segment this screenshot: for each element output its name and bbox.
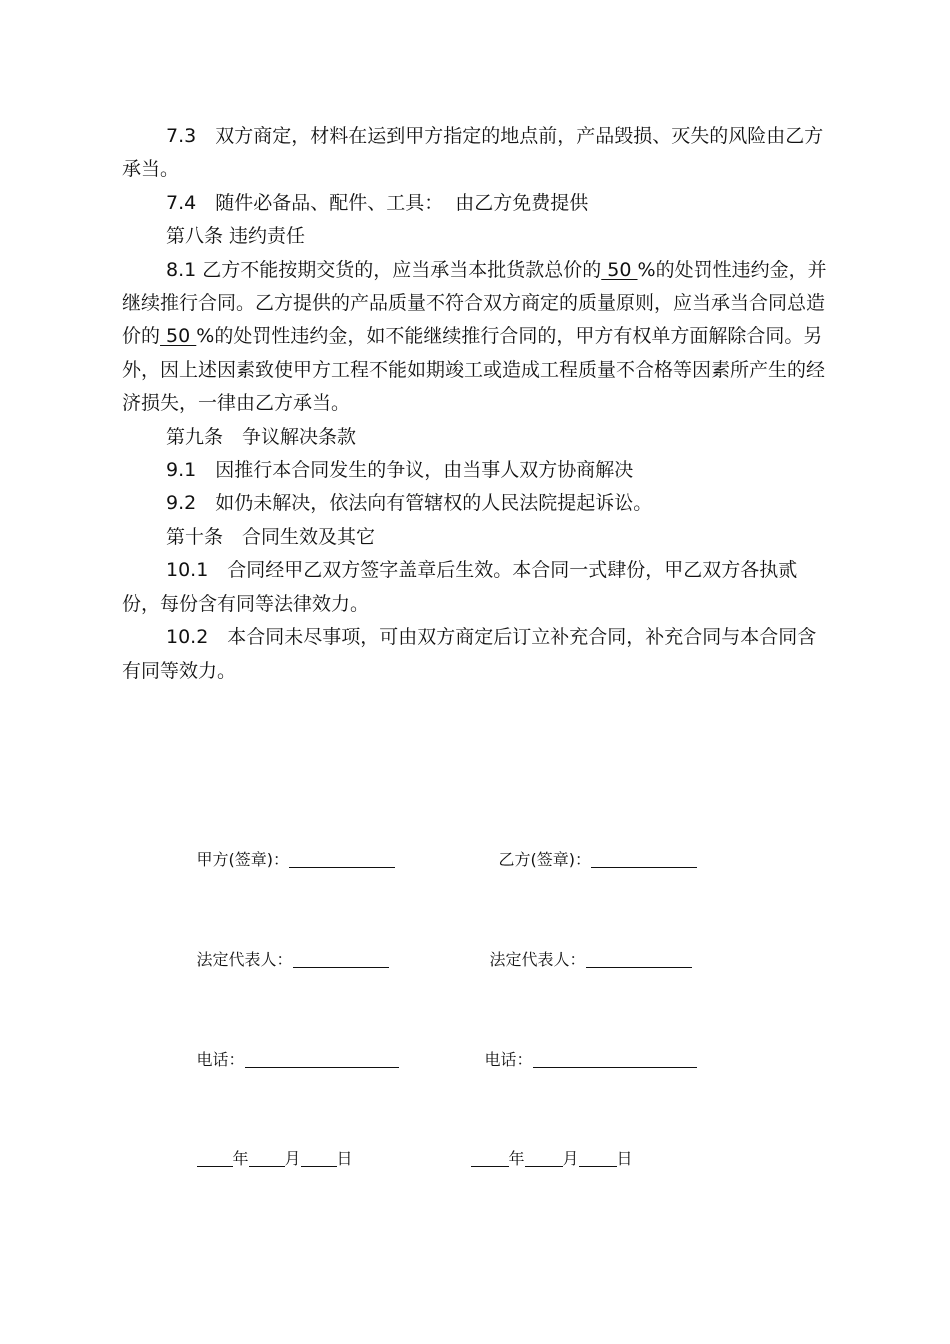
party-a-representative bbox=[166, 928, 389, 989]
party-b-phone-label: 电话： bbox=[484, 1050, 533, 1069]
clause-9-2: 9.2 如仍未解决，依法向有管辖权的人民法院提起诉讼。 bbox=[166, 492, 653, 515]
clause-7-4: 7.4 随件必备品、配件、工具： 由乙方免费提供 bbox=[166, 191, 589, 214]
party-a-phone-blank[interactable] bbox=[245, 1047, 399, 1068]
party-b-representative bbox=[459, 928, 692, 989]
clause-8-1 bbox=[122, 254, 832, 421]
party-a-day-label: 日 bbox=[336, 1149, 353, 1168]
party-b-phone bbox=[454, 1028, 697, 1089]
clause-10-1: 10.1 合同经甲乙双方签字盖章后生效。本合同一式肆份，甲乙双方各执贰份，每份含有同等法律效力。 bbox=[122, 559, 798, 615]
clause-9-1: 9.1 因推行本合同发生的争议，由当事人双方协商解决 bbox=[166, 459, 634, 482]
clause-8-1-text-b: %的处罚性违约金，并继续推行合同。乙方提供的产品质量不符合双方商定的质量原则，应当承当合同总造价的 bbox=[122, 258, 827, 348]
party-a-month-blank[interactable] bbox=[249, 1146, 285, 1167]
contract-body bbox=[122, 120, 832, 688]
party-a-date bbox=[166, 1127, 353, 1188]
article-8-heading: 第八条 违约责任 bbox=[166, 225, 306, 248]
party-a-phone bbox=[166, 1028, 399, 1089]
clause-8-1-text-a: 8.1 乙方不能按期交货的，应当承当本批货款总价的 bbox=[166, 258, 602, 281]
party-a-seal bbox=[166, 828, 395, 889]
party-b-month-label: 月 bbox=[562, 1149, 579, 1168]
party-b-year-label: 年 bbox=[508, 1149, 525, 1168]
party-a-rep-label: 法定代表人： bbox=[196, 950, 293, 969]
party-b-day-label: 日 bbox=[616, 1149, 633, 1168]
party-b-year-blank[interactable] bbox=[471, 1146, 509, 1167]
penalty-percent-2: 50 bbox=[160, 325, 197, 348]
party-b-phone-blank[interactable] bbox=[533, 1047, 697, 1068]
party-a-day-blank[interactable] bbox=[301, 1146, 337, 1167]
party-b-day-blank[interactable] bbox=[579, 1146, 617, 1167]
party-a-year-blank[interactable] bbox=[197, 1146, 233, 1167]
party-a-seal-blank[interactable] bbox=[289, 847, 395, 868]
party-a-month-label: 月 bbox=[284, 1149, 301, 1168]
party-a-year-label: 年 bbox=[232, 1149, 249, 1168]
party-b-date bbox=[440, 1127, 633, 1188]
party-b-rep-blank[interactable] bbox=[586, 947, 692, 968]
party-b-seal-blank[interactable] bbox=[591, 847, 697, 868]
clause-7-3: 7.3 双方商定，材料在运到甲方指定的地点前，产品毁损、灭失的风险由乙方承当。 bbox=[122, 125, 824, 181]
party-b-seal bbox=[468, 828, 697, 889]
party-a-label: 甲方(签章)： bbox=[196, 850, 290, 869]
party-b-month-blank[interactable] bbox=[525, 1146, 563, 1167]
party-a-phone-label: 电话： bbox=[196, 1050, 245, 1069]
article-10-heading: 第十条 合同生效及其它 bbox=[166, 525, 376, 548]
clause-8-1-text-c: %的处罚性违约金，如不能继续推行合同的，甲方有权单方面解除合同。另外，因上述因素致使甲方工程不能如期竣工或造成工程质量不合格等因素所产生的经济损失，一律由乙方承当。 bbox=[122, 325, 826, 415]
party-b-label: 乙方(签章)： bbox=[498, 850, 592, 869]
party-b-rep-label: 法定代表人： bbox=[489, 950, 586, 969]
article-9-heading: 第九条 争议解决条款 bbox=[166, 425, 357, 448]
clause-10-2: 10.2 本合同未尽事项，可由双方商定后订立补充合同，补充合同与本合同含有同等效力。 bbox=[122, 626, 817, 682]
penalty-percent-1: 50 bbox=[601, 258, 638, 281]
party-a-rep-blank[interactable] bbox=[293, 947, 389, 968]
